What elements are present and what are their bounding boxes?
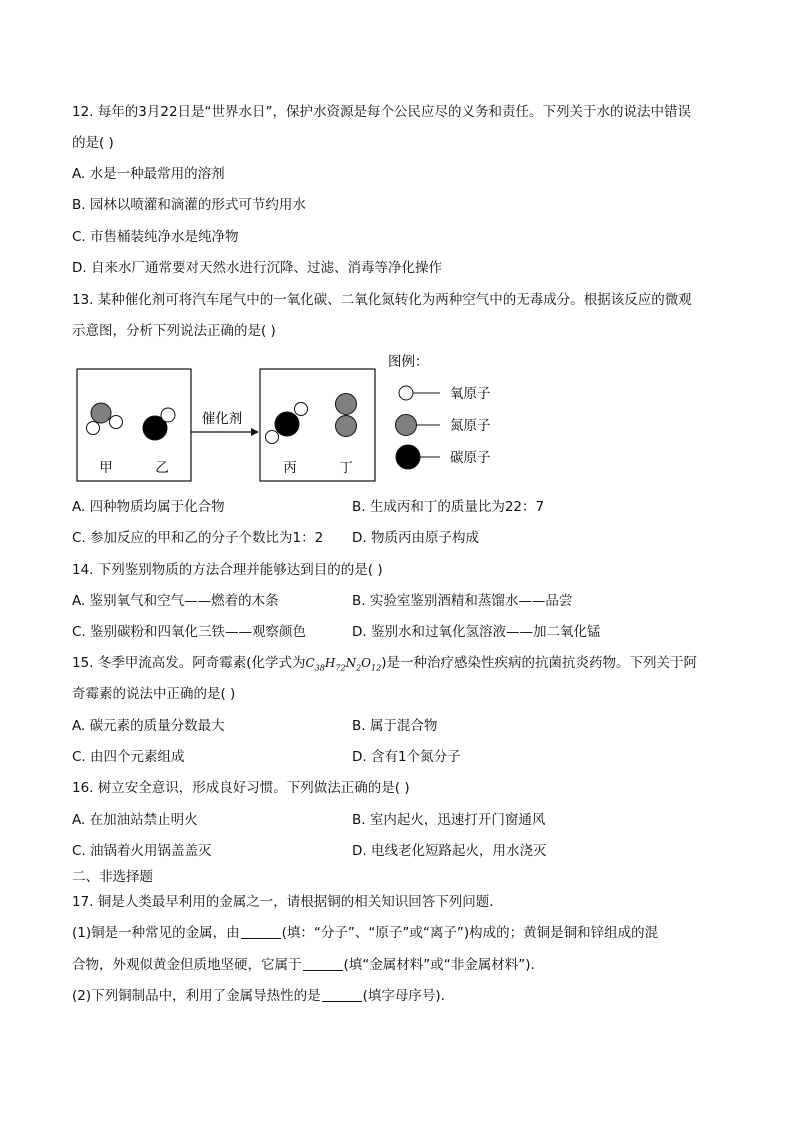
jia-nitrogen-atom [91, 403, 111, 423]
q13-stem-line1: 13. 某种催化剂可将汽车尾气中的一氧化碳、二氧化氮转化为两种空气中的无毒成分。根据该反应的微观 [72, 292, 692, 308]
jia-oxygen-atom-1 [87, 422, 100, 435]
reaction-diagram [0, 346, 794, 486]
jia-oxygen-atom-2 [110, 416, 123, 429]
bing-oxygen-atom-2 [266, 431, 279, 444]
q13-option-d: D. 物质丙由原子构成 [352, 530, 479, 546]
section-heading: 二、非选择题 [72, 869, 153, 885]
q12-option-c: C. 市售桶装纯净水是纯净物 [72, 229, 239, 245]
q17-part1-line2: 合物，外观似黄金但质地坚硬，它属于 (填“金属材料”或“非金属材料”)． [72, 957, 545, 973]
q17-stem: 17. 铜是人类最早利用的金属之一，请根据铜的相关知识回答下列问题． [72, 894, 503, 910]
bing-carbon-atom [275, 412, 299, 436]
q14-option-c: C. 鉴别碳粉和四氧化三铁——观察颜色 [72, 624, 307, 640]
legend-nitrogen-icon [396, 415, 417, 436]
ding-nitrogen-atom-2 [336, 416, 357, 437]
q14-option-d: D. 鉴别水和过氧化氢溶液——加二氧化锰 [352, 624, 601, 640]
label-ding: 丁 [339, 460, 353, 476]
legend-carbon-icon [396, 445, 420, 469]
label-bing: 丙 [283, 460, 297, 476]
q13-option-b: B. 生成丙和丁的质量比为22：7 [352, 499, 545, 515]
q16-stem: 16. 树立安全意识，形成良好习惯。下列做法正确的是( ) [72, 780, 410, 796]
q16-option-d: D. 电线老化短路起火，用水浇灭 [352, 843, 547, 859]
azithromycin-formula: $C_{38}H_{72}N_2O_{12}$ [305, 656, 382, 673]
q14-stem: 14. 下列鉴别物质的方法合理并能够达到目的的是( ) [72, 562, 383, 578]
legend-nitrogen-label: 氮原子 [450, 418, 491, 434]
q14-option-a: A. 鉴别氧气和空气——燃着的木条 [72, 593, 279, 609]
q13-option-a: A. 四种物质均属于化合物 [72, 499, 225, 515]
q12-stem-line1: 12. 每年的3月22日是“世界水日”，保护水资源是每个公民应尽的义务和责任。下列关于水的说法中错误 [72, 104, 692, 120]
legend-title: 图例： [388, 354, 429, 370]
bing-oxygen-atom-1 [295, 403, 308, 416]
q14-option-b: B. 实验室鉴别酒精和蒸馏水——品尝 [352, 593, 573, 609]
q15-stem-prefix: 15. 冬季甲流高发。阿奇霉素(化学式为 [72, 655, 306, 671]
q17-part2: (2)下列铜制品中，利用了金属导热性的是 (填字母序号)． [72, 988, 455, 1004]
q13-option-c: C. 参加反应的甲和乙的分子个数比为1：2 [72, 530, 324, 546]
label-jia: 甲 [99, 460, 113, 476]
q15-stem-line2: 奇霉素的说法中正确的是( ) [72, 686, 236, 702]
q15-stem-suffix: )是一种治疗感染性疾病的抗菌抗炎药物。下列关于阿 [381, 655, 697, 671]
q12-option-d: D. 自来水厂通常要对天然水进行沉降、过滤、消毒等净化操作 [72, 260, 442, 276]
q12-stem-line2: 的是( ) [72, 135, 114, 151]
legend-carbon-label: 碳原子 [450, 450, 491, 466]
answer-blank-2[interactable] [303, 956, 343, 971]
legend-oxygen-icon [399, 386, 413, 400]
catalyst-label: 催化剂 [201, 411, 243, 427]
label-yi: 乙 [155, 460, 169, 476]
q15-option-c: C. 由四个元素组成 [72, 749, 185, 765]
reaction-arrow-head [251, 428, 259, 436]
q16-option-b: B. 室内起火，迅速打开门窗通风 [352, 812, 546, 828]
answer-blank-3[interactable] [322, 987, 362, 1002]
q12-option-b: B. 园林以喷灌和滴灌的形式可节约用水 [72, 197, 306, 213]
q15-option-a: A. 碳元素的质量分数最大 [72, 718, 225, 734]
q17-part1-line1: (1)铜是一种常见的金属，由 (填：“分子”、“原子”或“离子”)构成的；黄铜是铜和锌组成的混 [72, 925, 659, 941]
q16-option-a: A. 在加油站禁止明火 [72, 812, 198, 828]
legend-oxygen-label: 氧原子 [450, 386, 491, 402]
q15-option-b: B. 属于混合物 [352, 718, 438, 734]
answer-blank-1[interactable] [241, 924, 281, 939]
yi-oxygen-atom [161, 408, 175, 422]
q15-stem-line1 [72, 653, 697, 678]
q13-stem-line2: 示意图，分析下列说法正确的是( ) [72, 323, 276, 339]
ding-nitrogen-atom-1 [336, 394, 357, 415]
q12-option-a: A. 水是一种最常用的溶剂 [72, 166, 225, 182]
q15-option-d: D. 含有1个氮分子 [352, 749, 461, 765]
q16-option-c: C. 油锅着火用锅盖盖灭 [72, 843, 212, 859]
